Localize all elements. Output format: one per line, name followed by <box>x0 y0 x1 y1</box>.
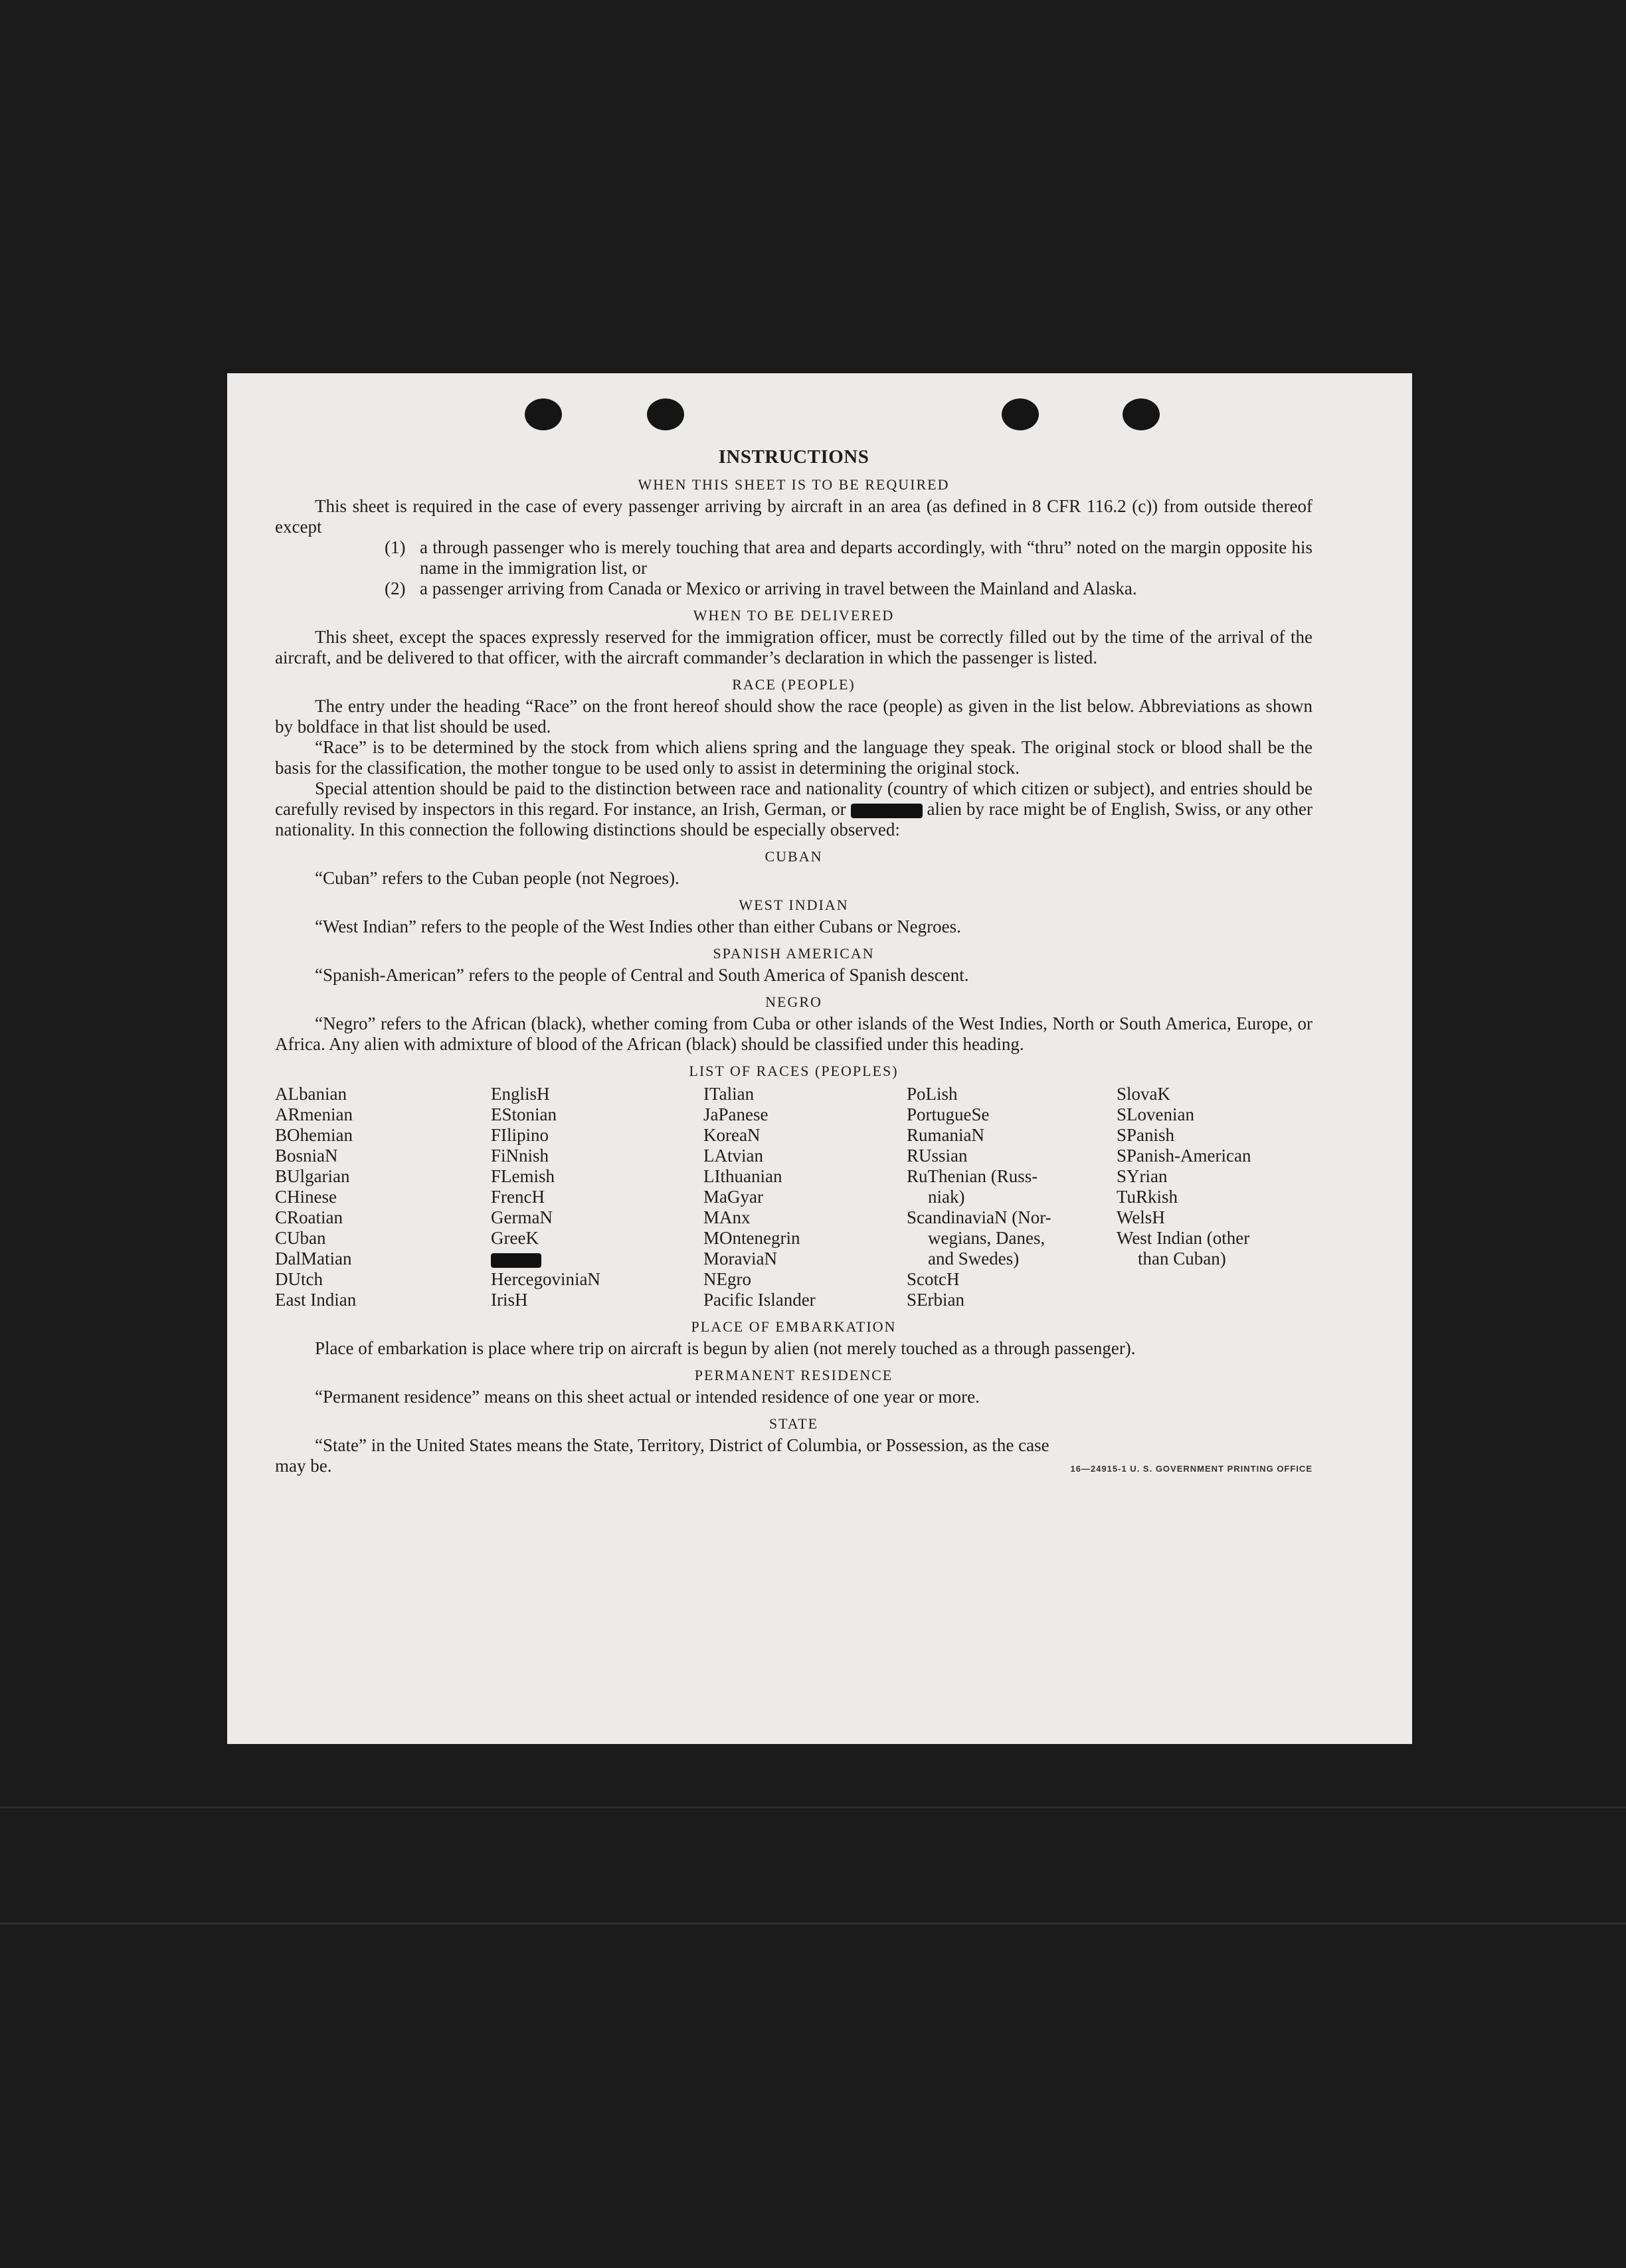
section-text: The entry under the heading “Race” on the front hereof should show the race (people) as given in the list below. Abbreviations as shown by boldface in that list should be used. <box>275 696 1312 737</box>
list-item: West Indian (other <box>1117 1228 1250 1248</box>
list-item: BOhemian <box>275 1125 353 1145</box>
list-item: ScandinaviaN (Nor- <box>907 1207 1051 1227</box>
section-text: may be. <box>275 1456 332 1476</box>
punch-hole <box>647 398 684 430</box>
list-item: SYrian <box>1117 1166 1168 1186</box>
printer-imprint: 16—24915-1 U. S. GOVERNMENT PRINTING OFFICE <box>1070 1464 1312 1474</box>
item-text: a through passenger who is merely touching that area and departs accordingly, with “thru” noted on the margin opposite his name in the immigration list, or <box>420 537 1312 578</box>
race-column <box>703 1084 907 1310</box>
list-item <box>275 578 1312 599</box>
list-item: RumaniaN <box>907 1125 984 1145</box>
list-item: MOntenegrin <box>703 1228 800 1248</box>
section-text: “Permanent residence” means on this sheet actual or intended residence of one year or more. <box>315 1387 980 1407</box>
list-item: ALbanian <box>275 1084 347 1104</box>
race-column <box>275 1084 491 1310</box>
section-text: Place of embarkation is place where trip on aircraft is begun by alien (not merely touched as a through passenger). <box>315 1338 1136 1358</box>
redaction-mark <box>491 1253 541 1268</box>
list-item: FiNnish <box>491 1146 549 1166</box>
list-item: FIlipino <box>491 1125 549 1145</box>
list-item: PoLish <box>907 1084 958 1104</box>
section-heading: RACE (PEOPLE) <box>732 676 856 693</box>
list-item: JaPanese <box>703 1104 768 1124</box>
list-item: SPanish <box>1117 1125 1175 1145</box>
scan-artifact <box>0 1923 1626 1925</box>
list-item: RUssian <box>907 1146 968 1166</box>
list-item: DalMatian <box>275 1249 352 1268</box>
list-item: WelsH <box>1117 1207 1165 1227</box>
list-item: SPanish-American <box>1117 1146 1251 1166</box>
list-item: EnglisH <box>491 1084 550 1104</box>
scan-artifact <box>0 1806 1626 1808</box>
list-item-continued: niak) <box>928 1187 965 1207</box>
list-item: SlovaK <box>1117 1084 1170 1104</box>
list-item: ITalian <box>703 1084 755 1104</box>
section-heading: WHEN THIS SHEET IS TO BE REQUIRED <box>638 476 950 493</box>
list-item: MaGyar <box>703 1187 763 1207</box>
footer <box>275 1456 1312 1476</box>
list-item: SErbian <box>907 1290 964 1310</box>
punch-hole <box>1002 398 1039 430</box>
list-item <box>275 537 1312 578</box>
instruction-sheet <box>227 373 1412 1744</box>
section-heading: SPANISH AMERICAN <box>713 945 875 962</box>
race-column <box>491 1084 703 1310</box>
list-item: EStonian <box>491 1104 557 1124</box>
section-text <box>275 778 1312 840</box>
list-item: GreeK <box>491 1228 539 1248</box>
list-item: MoraviaN <box>703 1249 777 1268</box>
list-item: LAtvian <box>703 1146 763 1166</box>
text-fragment: alien by race might be of English, Swiss, or any other nationality. In this connection the following distinctions should be especially observed: <box>275 799 1313 839</box>
list-item: FLemish <box>491 1166 555 1186</box>
list-item: East Indian <box>275 1290 357 1310</box>
list-item: CRoatian <box>275 1207 343 1227</box>
list-item <box>491 1249 703 1269</box>
list-item: FrencH <box>491 1187 545 1207</box>
item-number: (1) <box>385 537 406 557</box>
section-heading: PERMANENT RESIDENCE <box>694 1367 893 1383</box>
list-item-continued: wegians, Danes, <box>928 1228 1045 1248</box>
item-text: a passenger arriving from Canada or Mexico or arriving in travel between the Mainland and Alaska. <box>420 578 1137 598</box>
list-item: MAnx <box>703 1207 751 1227</box>
section-heading: STATE <box>768 1415 819 1432</box>
list-item: HercegoviniaN <box>491 1269 600 1289</box>
list-item: BosniaN <box>275 1146 338 1166</box>
list-item: TuRkish <box>1117 1187 1178 1207</box>
race-group <box>907 1084 1117 1166</box>
section-heading: WHEN TO BE DELIVERED <box>693 607 895 624</box>
section-text: This sheet is required in the case of every passenger arriving by aircraft in an area (as defined in 8 CFR 116.2 (c)) from outside thereof except <box>275 496 1312 537</box>
list-item-continued: than Cuban) <box>1138 1249 1226 1268</box>
race-group <box>1117 1084 1303 1228</box>
list-item: CHinese <box>275 1187 337 1207</box>
list-item: BUlgarian <box>275 1166 350 1186</box>
section-text: “Cuban” refers to the Cuban people (not Negroes). <box>315 868 679 888</box>
race-group <box>491 1269 703 1310</box>
list-item: LIthuanian <box>703 1166 782 1186</box>
list-item: KoreaN <box>703 1125 761 1145</box>
section-heading: WEST INDIAN <box>739 897 849 913</box>
section-text: “West Indian” refers to the people of the West Indies other than either Cubans or Negroes. <box>315 916 961 936</box>
section-text: “Race” is to be determined by the stock from which aliens spring and the language they speak. The original stock or blood shall be the basis for the classification, the mother tongue to be used only to assist in determining the original stock. <box>275 737 1312 778</box>
list-item: IrisH <box>491 1290 528 1310</box>
list-item: PortugueSe <box>907 1104 990 1124</box>
redaction-mark <box>851 804 923 818</box>
list-item: GermaN <box>491 1207 553 1227</box>
page-title: INSTRUCTIONS <box>718 446 869 468</box>
race-group <box>907 1269 1117 1310</box>
list-item: ARmenian <box>275 1104 353 1124</box>
list-item: Pacific Islander <box>703 1290 816 1310</box>
list-item: ScotcH <box>907 1269 960 1289</box>
section-text: “Spanish-American” refers to the people of Central and South America of Spanish descent. <box>315 965 969 985</box>
section-text: “Negro” refers to the African (black), whether coming from Cuba or other islands of the West Indies, North or South America, Europe, or Africa. Any alien with admixture of blood of the African (black) should be classified under this heading. <box>275 1013 1312 1054</box>
section-text: “State” in the United States means the State, Territory, District of Columbia, or Possession, as the case <box>315 1435 1049 1455</box>
race-column <box>1117 1084 1303 1310</box>
text-fragment: Special attention should be paid to the distinction between race and nationality (country of which citizen or subject), and entries should be carefully revised by inspectors in this regard. For instance, an Irish, German, or <box>275 778 1312 819</box>
list-item: DUtch <box>275 1269 323 1289</box>
list-item: CUban <box>275 1228 326 1248</box>
section-heading: CUBAN <box>765 848 823 865</box>
section-heading: NEGRO <box>765 994 822 1010</box>
item-number: (2) <box>385 578 406 598</box>
race-group <box>491 1084 703 1249</box>
list-item: RuThenian (Russ- <box>907 1166 1038 1186</box>
section-heading: PLACE OF EMBARKATION <box>691 1318 897 1335</box>
section-text: This sheet, except the spaces expressly reserved for the immigration officer, must be correctly filled out by the time of the arrival of the aircraft, and be delivered to that officer, with the aircraft commander’s declaration in which the passenger is listed. <box>275 627 1312 667</box>
race-column <box>907 1084 1117 1310</box>
list-item: NEgro <box>703 1269 751 1289</box>
punch-hole <box>1123 398 1160 430</box>
race-list <box>275 1084 1312 1310</box>
list-item-continued: and Swedes) <box>928 1249 1020 1268</box>
punch-hole <box>525 398 562 430</box>
section-heading: LIST OF RACES (PEOPLES) <box>689 1063 899 1079</box>
list-item: SLovenian <box>1117 1104 1194 1124</box>
